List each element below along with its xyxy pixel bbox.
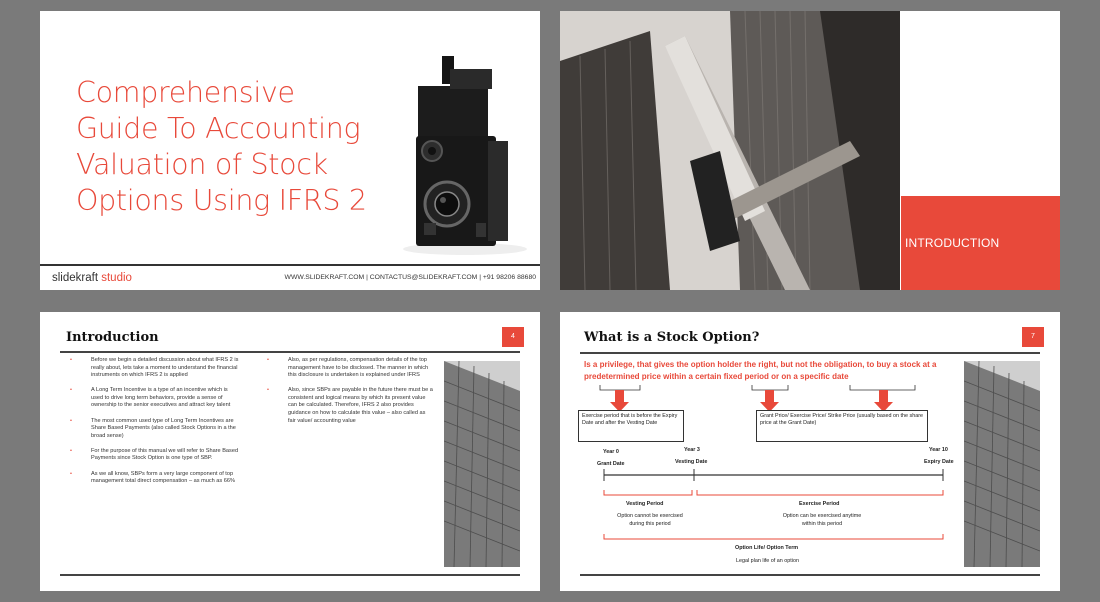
brand-logo: slidekraft studio xyxy=(52,272,132,284)
page-number-badge: 7 xyxy=(1022,327,1044,347)
footer-divider xyxy=(60,574,520,576)
slide-heading: Introduction xyxy=(66,330,159,345)
slide-introduction-cover[interactable] xyxy=(560,11,1060,290)
list-item: • Also, since SBPs are payable in the future there must be a consistent and logical means by which its present value can be calculated. Therefore, IFRS 2 also provides guidance on how to calculate this value – also called as fair value/ accounting value xyxy=(267,387,433,424)
slide-stock-option[interactable] xyxy=(560,312,1060,591)
slide-title[interactable] xyxy=(40,11,540,290)
footer-divider xyxy=(40,264,540,266)
list-item: • For the purpose of this manual we will refer to Share Based Payments since Stock Option is one type of SBP. xyxy=(70,447,239,462)
option-life-label: Option Life/ Option Term xyxy=(735,545,799,551)
exercise-period-box: Exercise period that is before the Expiry Date and after the Vesting Date xyxy=(578,410,684,442)
slide-introduction[interactable] xyxy=(40,312,540,591)
section-label-box xyxy=(901,196,1060,290)
left-column xyxy=(70,357,241,493)
skyscraper-image xyxy=(560,11,900,290)
slide-heading: What is a Stock Option? xyxy=(584,330,760,345)
exercise-period-label: Exercise Period xyxy=(799,501,840,507)
definition-text: Is a privilege, that gives the option holder the right, but not the obligation, to buy a stock at a predetermined price within a certain fixed period or on a specific date xyxy=(584,360,937,381)
list-item: • The most common used type of Long Term Incentives are Share Based Payments (also called Stock Options in a the broad sense) xyxy=(70,417,236,439)
footer-divider xyxy=(580,574,1040,576)
vesting-period-note: Option cannot be exercised during this period xyxy=(617,513,683,527)
expiry-date-label: Expiry Date xyxy=(924,459,954,465)
year0-label: Year 0 xyxy=(603,449,619,455)
legal-life-label: Legal plan life of an option xyxy=(736,558,799,564)
camera-image xyxy=(380,51,530,261)
right-column xyxy=(267,357,434,433)
list-item: • A Long Term Incentive is a type of an incentive which is used to drive long term behaviors, provide a sense of ownership to the senior executives and attract key talent xyxy=(70,387,231,409)
building-image xyxy=(964,361,1040,567)
grant-price-box: Grant Price/ Exercise Price/ Strike Price (usually based on the share price at the Grant Date) xyxy=(756,410,928,442)
slide-title-heading: Comprehensive Guide To Accounting Valuation of Stock Options Using IFRS 2 xyxy=(76,76,367,217)
contact-info: WWW.SLIDEKRAFT.COM | CONTACTUS@SLIDEKRAFT.COM | +91 98206 88680 xyxy=(284,274,536,281)
section-label: INTRODUCTION xyxy=(905,236,1000,250)
header-divider xyxy=(60,351,520,353)
list-item: • Before we begin a detailed discussion about what IFRS 2 is really about, lets take a moment to understand the financial instruments on which IFRS 2 is applied xyxy=(70,357,239,379)
page-number-badge: 4 xyxy=(502,327,524,347)
year10-label: Year 10 xyxy=(929,447,948,453)
list-item: • As we all know, SBPs form a very large component of top management total direct compensation – as much as 66% xyxy=(70,470,235,485)
vesting-period-label: Vesting Period xyxy=(626,501,664,507)
vesting-date-label: Vesting Date xyxy=(675,459,708,465)
list-item: • Also, as per regulations, compensation details of the top management have to be disclosed. The manner in which this disclosure is undertaken is explained under IFRS xyxy=(267,357,429,379)
building-image xyxy=(444,361,520,567)
grant-date-label: Grant Date xyxy=(597,461,625,467)
exercise-period-note: Option can be exercised anytime within this period xyxy=(782,513,862,527)
year3-label: Year 3 xyxy=(684,447,700,453)
